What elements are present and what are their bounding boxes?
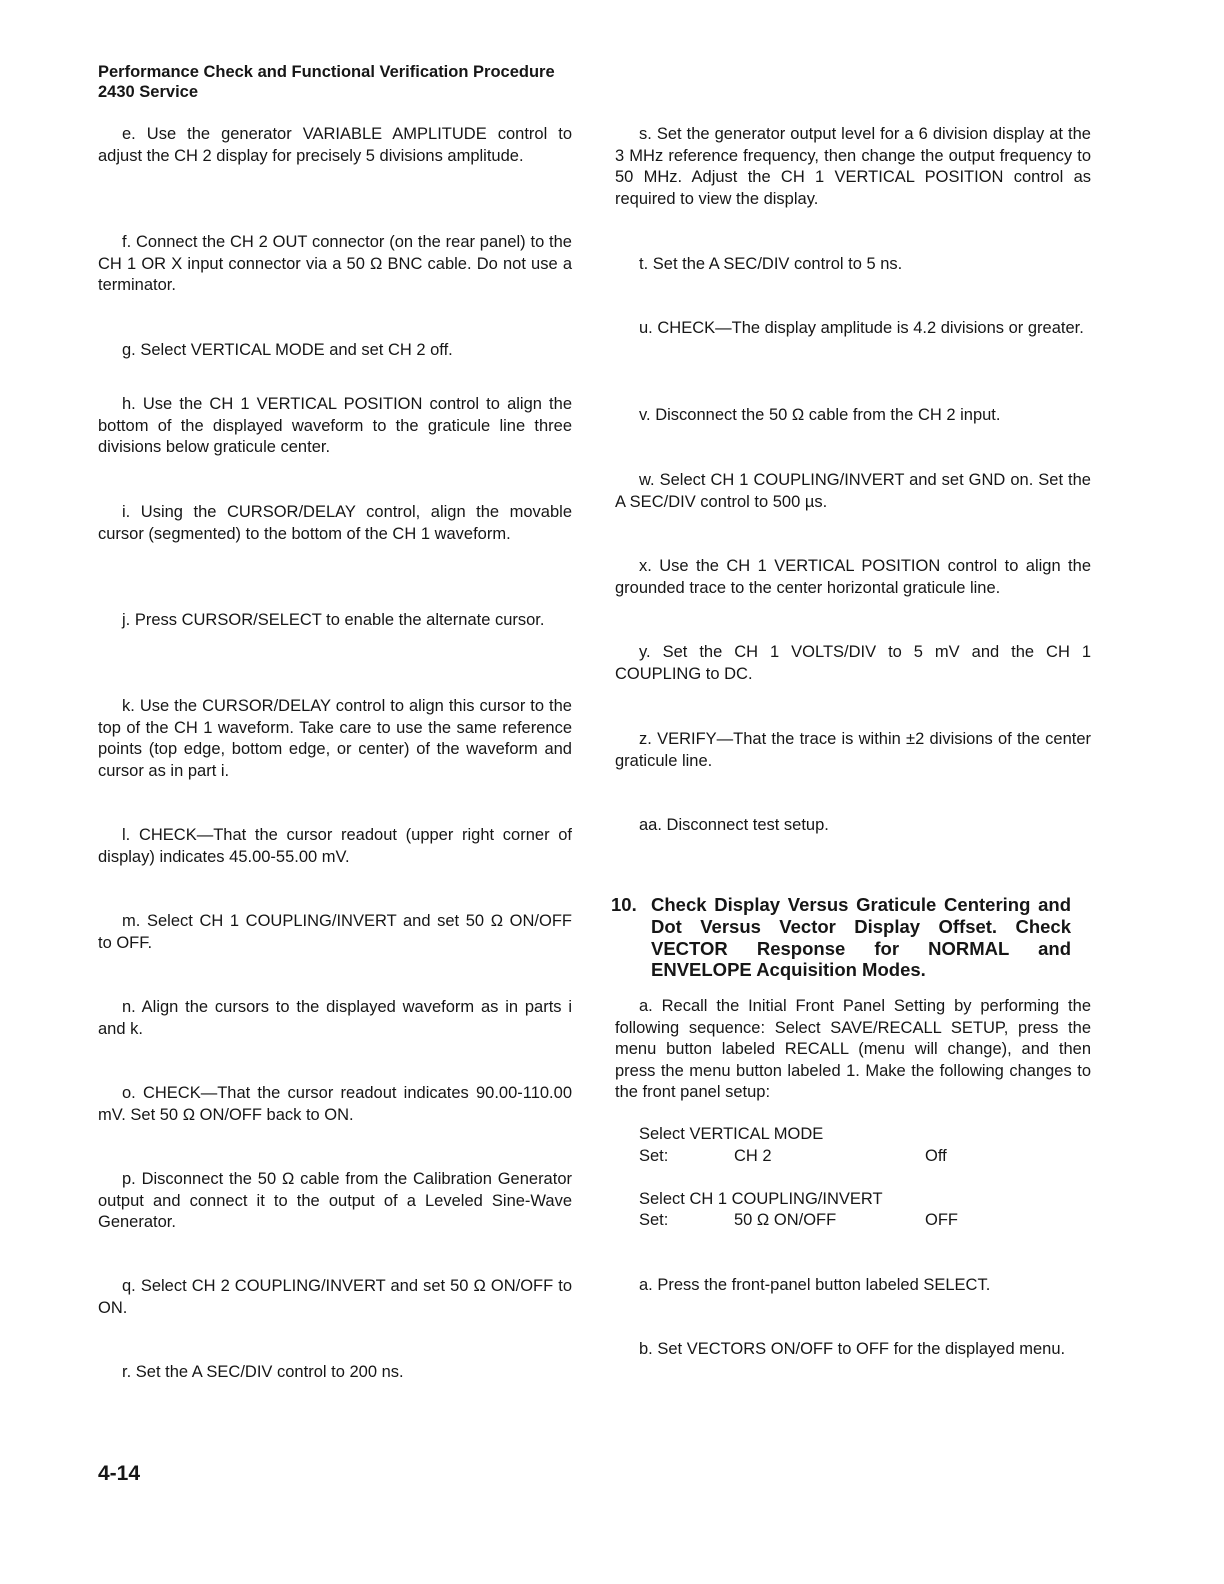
step-label: g. xyxy=(122,341,136,359)
step-label: m. xyxy=(122,912,141,930)
step-w xyxy=(615,470,1091,513)
step-label: v. xyxy=(639,406,651,424)
step-text: Press the front-panel button labeled SELECT. xyxy=(657,1276,991,1294)
step-text: Select CH 2 COUPLING/INVERT and set 50 Ω ON/OFF to ON. xyxy=(98,1277,572,1317)
section-title: Check Display Versus Graticule Centering and Dot Versus Vector Display Offset. Check VECTOR Response for NORMAL and ENVELOPE Acquisition Modes. xyxy=(651,894,1071,981)
setup-row xyxy=(639,1210,1089,1232)
step-label: a. xyxy=(639,997,653,1015)
step-10a xyxy=(615,996,1091,1104)
step-m xyxy=(98,911,572,954)
setup-item: CH 2 xyxy=(734,1146,772,1165)
step-label: r. xyxy=(122,1363,132,1381)
step-label: l. xyxy=(122,826,131,844)
step-label: e. xyxy=(122,125,136,143)
step-q xyxy=(98,1276,572,1319)
step-label: p. xyxy=(122,1170,136,1188)
step-label: i. xyxy=(122,503,131,521)
step-10b xyxy=(615,1339,1091,1361)
step-z xyxy=(615,729,1091,772)
step-label: b. xyxy=(639,1340,653,1358)
step-y xyxy=(615,642,1091,685)
step-text: Align the cursors to the displayed waveform as in parts i and k. xyxy=(98,998,572,1038)
step-text: Use the CURSOR/DELAY control to align this cursor to the top of the CH 1 waveform. Take care to use the same reference points (top edge, bottom edge, or center) of the waveform and cursor as in part i. xyxy=(98,697,572,780)
step-text: Use the CH 1 VERTICAL POSITION control to align the grounded trace to the center horizontal graticule line. xyxy=(615,557,1091,597)
header-subtitle: 2430 Service xyxy=(98,83,199,101)
setup-item: 50 Ω ON/OFF xyxy=(734,1211,837,1230)
step-text: CHECK—That the cursor readout (upper right corner of display) indicates 45.00-55.00 mV. xyxy=(98,826,572,866)
step-text: Use the CH 1 VERTICAL POSITION control to align the bottom of the displayed waveform to the graticule line three divisions below graticule center. xyxy=(98,395,572,457)
step-text: Disconnect the 50 Ω cable from the CH 2 input. xyxy=(655,406,1001,424)
step-aa xyxy=(615,815,1091,837)
step-label: u. xyxy=(639,319,653,337)
step-v xyxy=(615,405,1091,427)
step-g xyxy=(98,340,572,362)
step-text: CHECK—The display amplitude is 4.2 divisions or greater. xyxy=(657,319,1084,337)
step-text: Set the A SEC/DIV control to 200 ns. xyxy=(135,1363,404,1381)
step-label: q. xyxy=(122,1277,136,1295)
step-10a-select xyxy=(615,1275,1091,1297)
step-label: y. xyxy=(639,643,651,661)
step-o xyxy=(98,1083,572,1126)
step-r xyxy=(98,1362,572,1384)
setup-value: Off xyxy=(925,1146,947,1165)
step-label: o. xyxy=(122,1084,136,1102)
step-label: k. xyxy=(122,697,135,715)
setup-row xyxy=(639,1189,1089,1211)
setup-select: Select CH 1 COUPLING/INVERT xyxy=(639,1189,883,1208)
step-f xyxy=(98,232,572,297)
step-label: z. xyxy=(639,730,652,748)
step-label: s. xyxy=(639,125,652,143)
step-text: VERIFY—That the trace is within ±2 divisions of the center graticule line. xyxy=(615,730,1091,770)
step-label: t. xyxy=(639,255,649,273)
section-number: 10. xyxy=(611,894,637,915)
step-text: Set the generator output level for a 6 division display at the 3 MHz reference frequency, then change the output frequency to 50 MHz. Adjust the CH 1 VERTICAL POSITION control as required to view the display. xyxy=(615,125,1091,208)
step-text: Using the CURSOR/DELAY control, align the movable cursor (segmented) to the bottom of the CH 1 waveform. xyxy=(98,503,572,543)
step-label: j. xyxy=(122,611,131,629)
step-text: Recall the Initial Front Panel Setting by performing the following sequence: Select SAVE/RECALL SETUP, press the menu button labeled RECALL (menu will change), and then press the menu button labeled 1. Make the following changes to the front panel setup: xyxy=(615,997,1091,1102)
setup-row xyxy=(639,1124,1089,1146)
step-i xyxy=(98,502,572,545)
setup-select: Select VERTICAL MODE xyxy=(639,1125,824,1143)
step-text: Disconnect test setup. xyxy=(666,816,829,834)
step-text: Press CURSOR/SELECT to enable the alternate cursor. xyxy=(134,611,545,629)
step-label: n. xyxy=(122,998,136,1016)
step-label: a. xyxy=(639,1276,653,1294)
step-h xyxy=(98,394,572,459)
step-label: f. xyxy=(122,233,132,251)
step-text: Connect the CH 2 OUT connector (on the rear panel) to the CH 1 OR X input connector via a 50 Ω BNC cable. Do not use a terminator. xyxy=(98,233,572,295)
step-text: Set VECTORS ON/OFF to OFF for the displayed menu. xyxy=(657,1340,1066,1358)
step-text: CHECK—That the cursor readout indicates 90.00-110.00 mV. Set 50 Ω ON/OFF back to ON. xyxy=(98,1084,572,1124)
step-p xyxy=(98,1169,572,1234)
step-x xyxy=(615,556,1091,599)
step-text: Set the CH 1 VOLTS/DIV to 5 mV and the CH 1 COUPLING to DC. xyxy=(615,643,1091,683)
setup-value: OFF xyxy=(925,1211,958,1230)
step-u xyxy=(615,318,1091,340)
step-l xyxy=(98,825,572,868)
step-label: w. xyxy=(639,471,655,489)
step-e xyxy=(98,124,572,167)
running-header xyxy=(98,62,555,102)
step-label: x. xyxy=(639,557,652,575)
setup-set-label: Set: xyxy=(639,1146,669,1165)
page-number: 4-14 xyxy=(98,1462,141,1485)
step-text: Select CH 1 COUPLING/INVERT and set 50 Ω ON/OFF to OFF. xyxy=(98,912,572,952)
front-panel-setup-table xyxy=(639,1124,1089,1232)
step-text: Use the generator VARIABLE AMPLITUDE control to adjust the CH 2 display for precisely 5 divisions amplitude. xyxy=(98,125,573,165)
step-k xyxy=(98,696,572,782)
step-label: h. xyxy=(122,395,136,413)
step-t xyxy=(615,254,1091,276)
step-text: Disconnect the 50 Ω cable from the Calibration Generator output and connect it to the output of a Leveled Sine-Wave Generator. xyxy=(98,1170,572,1232)
setup-set-label: Set: xyxy=(639,1211,669,1230)
step-text: Select VERTICAL MODE and set CH 2 off. xyxy=(140,341,453,359)
setup-row xyxy=(639,1146,1089,1168)
step-j xyxy=(98,610,572,632)
step-text: Set the A SEC/DIV control to 5 ns. xyxy=(652,255,903,273)
step-n xyxy=(98,997,572,1040)
header-title: Performance Check and Functional Verification Procedure xyxy=(98,63,555,81)
step-text: Select CH 1 COUPLING/INVERT and set GND on. Set the A SEC/DIV control to 500 µs. xyxy=(615,471,1091,511)
step-label: aa. xyxy=(639,816,662,834)
step-s xyxy=(615,124,1091,210)
